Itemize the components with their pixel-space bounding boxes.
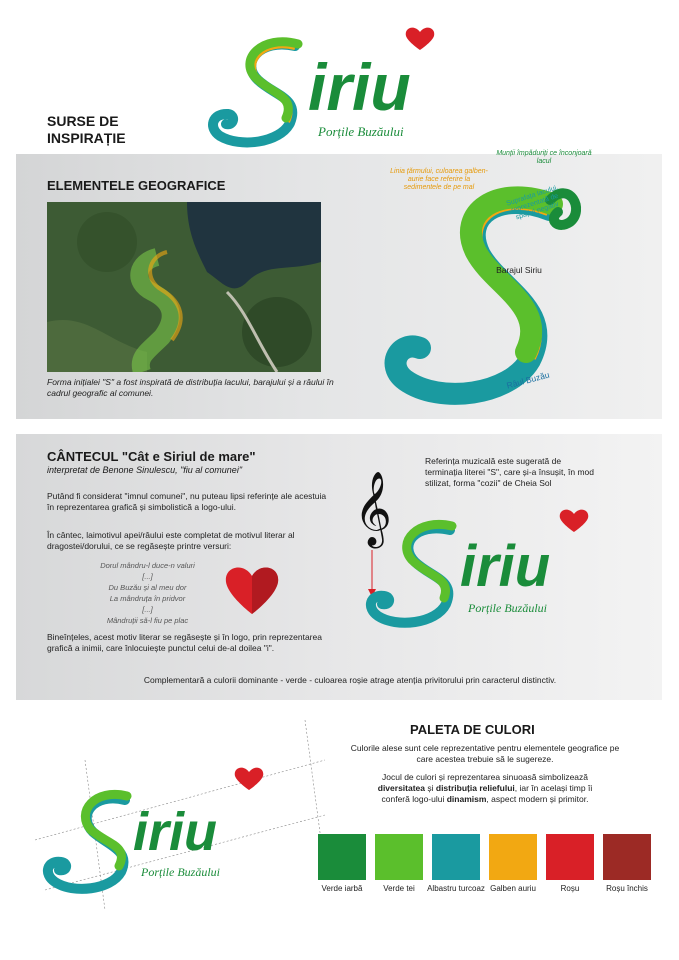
annotation-river: Râul Buzău bbox=[505, 369, 551, 391]
geography-caption: Forma inițialei "S" a fost inspirată de distribuția lacului, barajului și a râului în cadrul geografic al comunei. bbox=[47, 377, 334, 398]
swatch-verde-iarba bbox=[318, 834, 366, 880]
siriu-logo-graphic bbox=[200, 18, 500, 158]
svg-text:iriu: iriu bbox=[308, 50, 411, 124]
svg-text:𝄞: 𝄞 bbox=[354, 472, 392, 546]
song-para2: În cântec, laimotivul apei/râului este completat de motivul literar al dragostei/dorului, ce se regăsește printre versuri: bbox=[47, 530, 295, 551]
svg-text:Porțile Buzăului: Porțile Buzăului bbox=[141, 865, 220, 879]
palette-description: Jocul de culori și reprezentarea sinuoasă simbolizează diversitatea și distribuția reliefului, iar în același timp îi conferă logo-ului dinamism, aspect modern și primitor. bbox=[377, 772, 593, 804]
swatch-label: Verde iarbă bbox=[321, 884, 363, 893]
palette-intro: Culorile alese sunt cele reprezentative pentru elementele geografice pe care acestea trebuie să le sugereze. bbox=[350, 743, 620, 764]
annotation-shore: Linia țărmului, culoarea galben-aurie face referire la sedimentele de pe mal bbox=[390, 168, 488, 191]
svg-text:Porțile Buzăului: Porțile Buzăului bbox=[468, 601, 547, 615]
page-title: SURSE DE INSPIRAȚIE bbox=[47, 113, 126, 146]
song-verses bbox=[85, 560, 210, 626]
song-para3: Bineînțeles, acest motiv literar se regăsește și în logo, prin reprezentarea grafică a inimii, care înlocuiește punctul celui de-al doilea "i". bbox=[47, 632, 322, 653]
verse-line: Dorul mândru-l duce-n valuri bbox=[100, 561, 195, 570]
swatch-galben-auriu bbox=[489, 834, 537, 880]
annotation-dam: Barajul Siriu bbox=[496, 265, 542, 275]
swatch-label: Albastru turcoaz bbox=[427, 884, 485, 893]
logo-tagline: Porțile Buzăului bbox=[318, 124, 404, 139]
annotation-mountains: Munții împăduriți ce înconjoară lacul bbox=[496, 150, 592, 165]
swatch-albastru-turcoaz bbox=[432, 834, 480, 880]
verse-line: [...] bbox=[142, 605, 153, 614]
song-title: CÂNTECUL "Cât e Siriul de mare" bbox=[47, 449, 256, 464]
svg-text:iriu: iriu bbox=[133, 802, 218, 862]
verse-line: La mândruța în pridvor bbox=[109, 594, 186, 603]
verse-line: Mândruții să-l fiu pe plac bbox=[106, 616, 189, 625]
song-subtitle: interpretat de Benone Sinulescu, "fiu al comunei" bbox=[47, 465, 243, 475]
construction-logo bbox=[25, 720, 335, 910]
swatch-rosu bbox=[546, 834, 594, 880]
header-logo bbox=[200, 18, 500, 158]
verse-line: [...] bbox=[142, 572, 153, 581]
song-para1: Putând fi considerat "imnul comunei", nu puteau lipsi referințe ale acestuia în reprezentarea grafică și simbolistică a logo-ului. bbox=[47, 491, 327, 512]
aerial-photo bbox=[47, 202, 321, 372]
geography-title: ELEMENTELE GEOGRAFICE bbox=[47, 178, 226, 193]
svg-text:iriu: iriu bbox=[460, 534, 551, 599]
swatch-label: Roșu închis bbox=[606, 884, 648, 893]
song-footer: Complementară a culorii dominante - verde - culoarea roșie atrage atenția privitorului prin caracterul distinctiv. bbox=[143, 675, 557, 685]
verse-line: Du Buzău și al meu dor bbox=[108, 583, 187, 592]
music-note-text: Referința muzicală este sugerată de terminația literei "S", care și-a însușit, în mod stilizat, forma "cozii" de Cheia Sol bbox=[425, 456, 595, 488]
heart-icon bbox=[222, 560, 282, 618]
swatch-rosu-inchis bbox=[603, 834, 651, 880]
swatch-verde-tei bbox=[375, 834, 423, 880]
swatch-label: Roșu bbox=[560, 884, 580, 893]
palette-title: PALETA DE CULORI bbox=[410, 722, 535, 737]
annotation-lake: Suprafața lacului, reprezentată de spațiul negativ bbox=[505, 184, 560, 222]
song-logo bbox=[360, 500, 630, 630]
swatch-label: Verde tei bbox=[383, 884, 415, 893]
swatch-label: Galben auriu bbox=[490, 884, 536, 893]
s-diagram bbox=[380, 160, 610, 410]
